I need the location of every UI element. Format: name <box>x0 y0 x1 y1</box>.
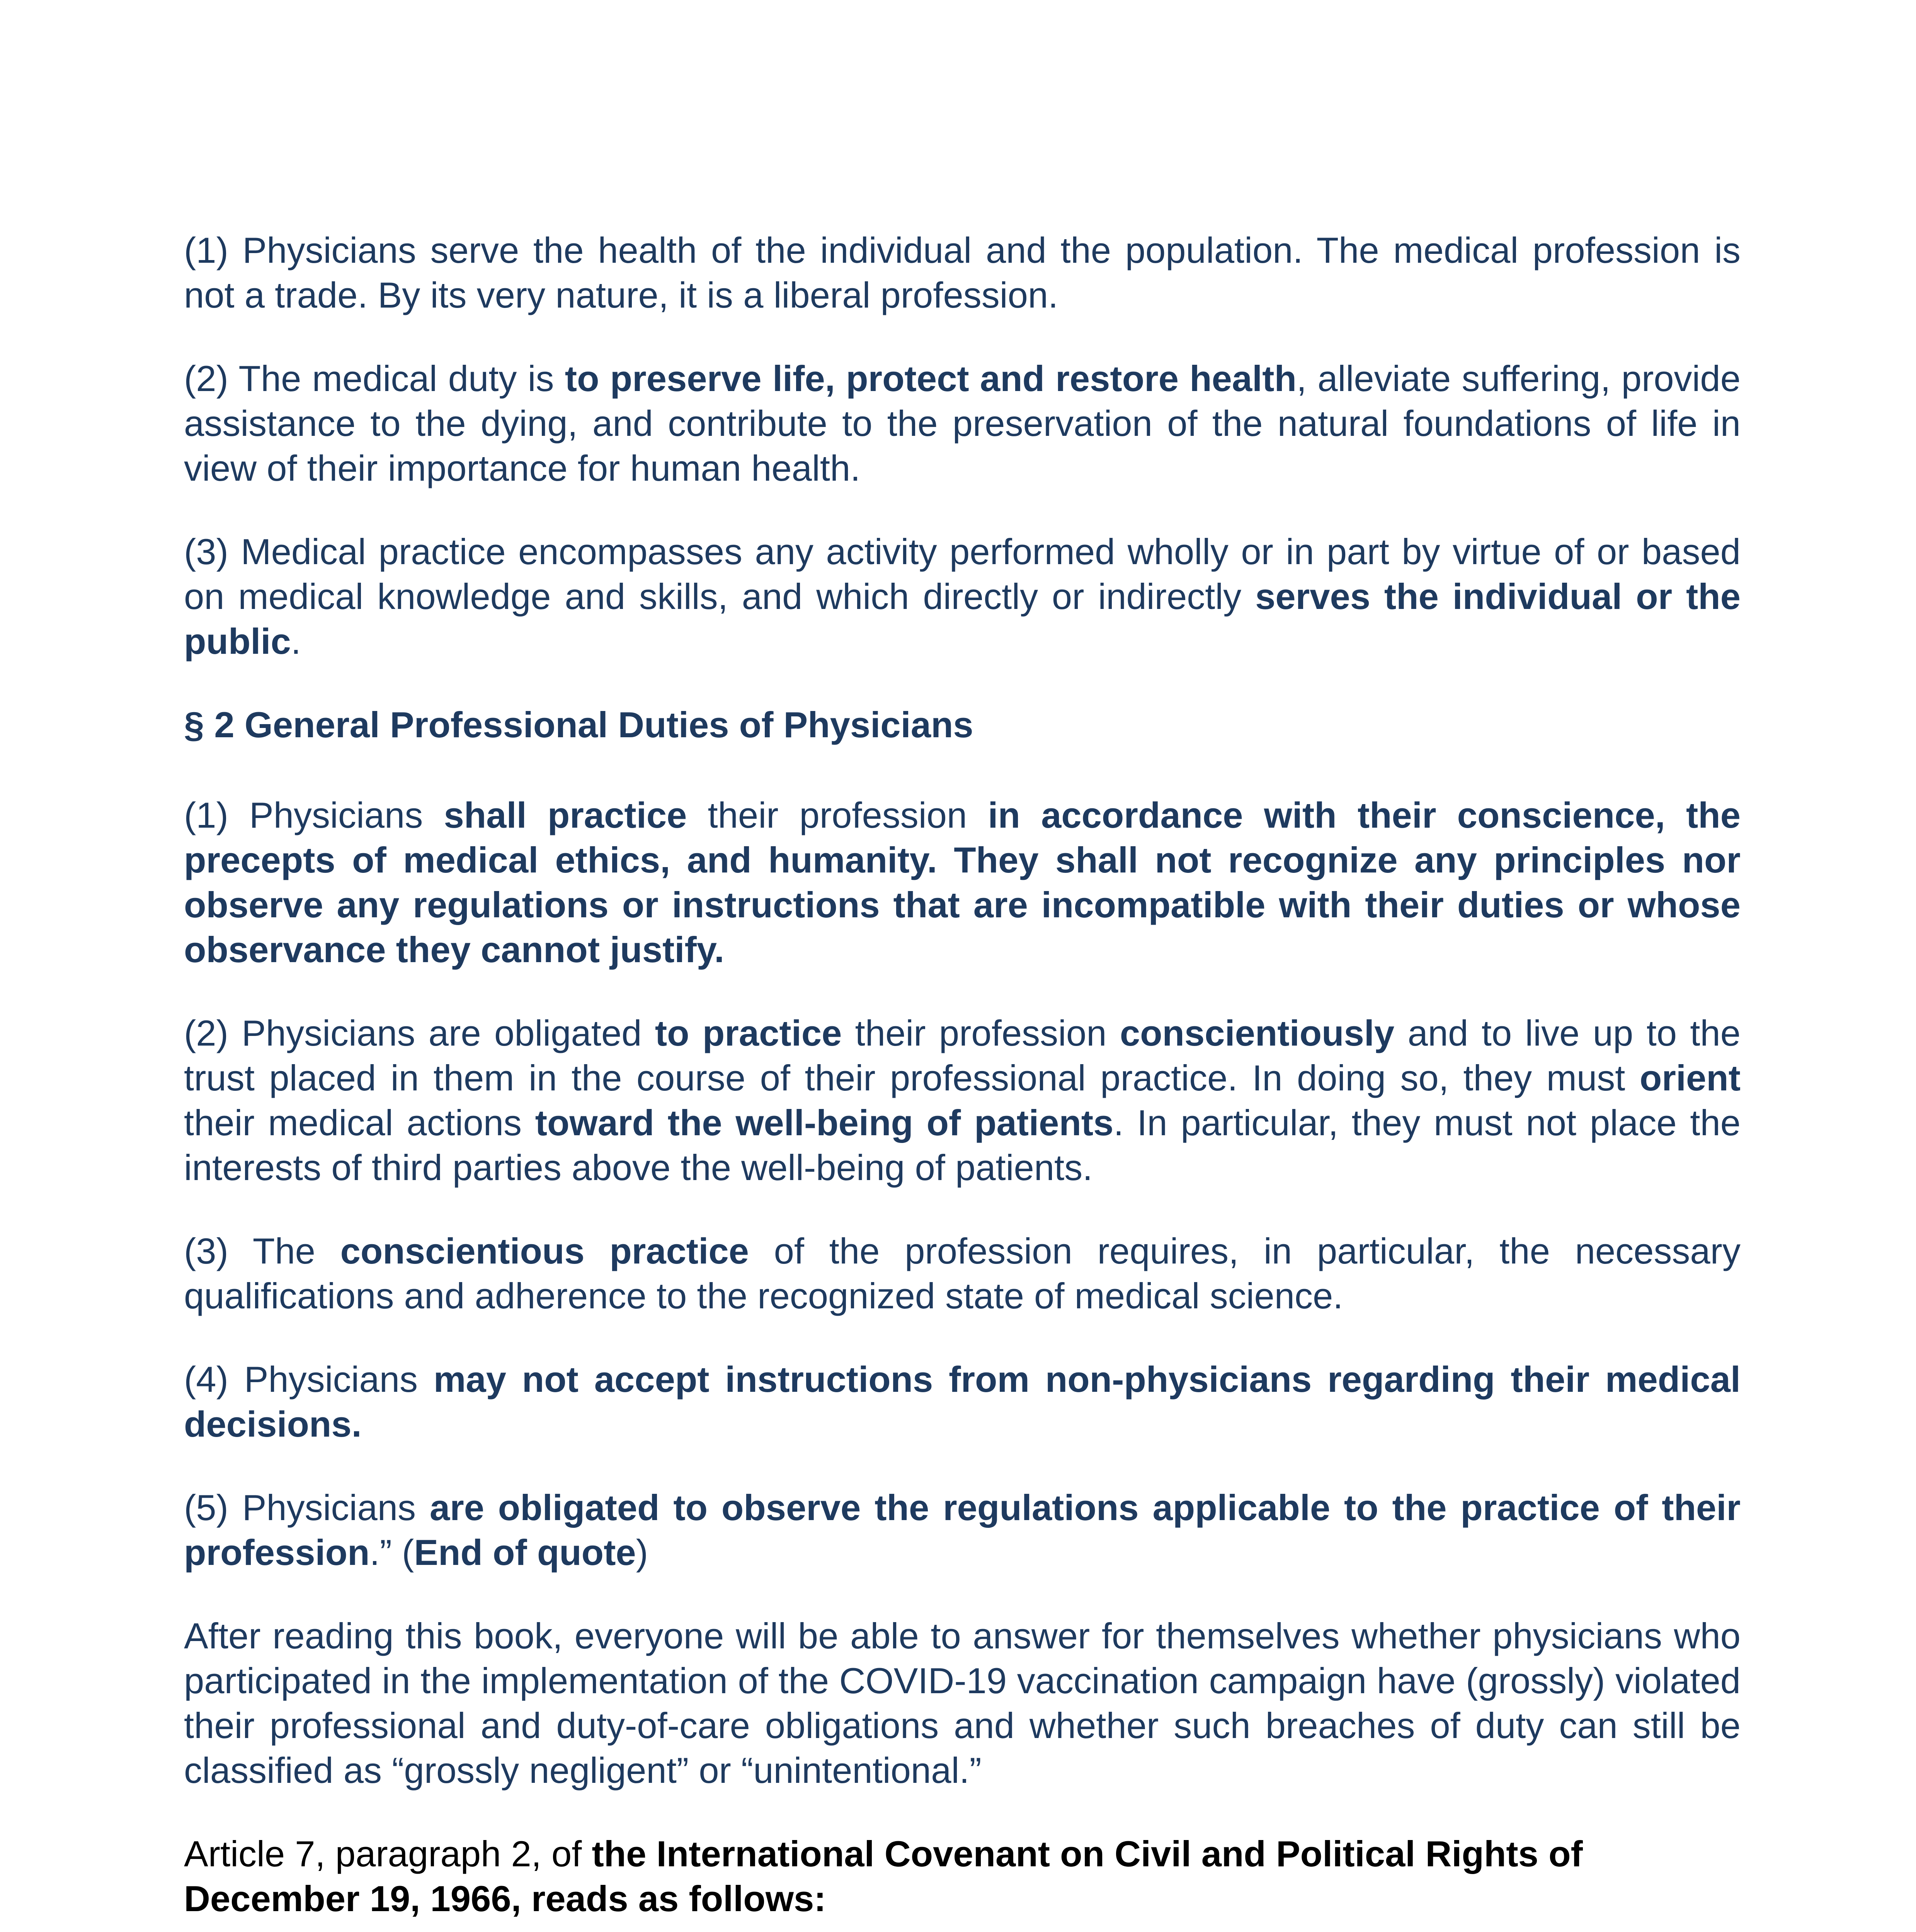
article-7-intro <box>184 1832 1741 1921</box>
bold-run: serves the individual or the public <box>184 576 1741 662</box>
bold-run: toward the well-being of patients <box>535 1102 1114 1143</box>
bold-run: shall practice <box>444 795 687 835</box>
paragraph-1-text: (1) Physicians serve the health of the individual and the population. The medical profession is not a trade. By its very nature, it is a liberal profession. <box>184 230 1741 315</box>
duty-3 <box>184 1229 1741 1318</box>
text-run: (3) Medical practice encompasses any activity performed wholly or in part by virtue of or based on medical knowledge and skills, and which directly or indirectly <box>184 531 1741 617</box>
text-run: .” ( <box>369 1532 414 1573</box>
bold-run: may not accept instructions from non-physicians regarding their medical decisions. <box>184 1359 1741 1444</box>
text-run: (2) Physicians are obligated <box>184 1013 655 1053</box>
text-run: (4) Physicians <box>184 1359 434 1400</box>
paragraph-3 <box>184 529 1741 664</box>
bold-run: orient <box>1639 1058 1741 1098</box>
text-run: ) <box>636 1532 648 1573</box>
bold-run: conscientiously <box>1120 1013 1395 1053</box>
duty-1 <box>184 793 1741 972</box>
duty-4 <box>184 1357 1741 1447</box>
text-run: . In particular, they must not place the interests of third parties above the well-being of patients. <box>184 1102 1741 1188</box>
text-run: their profession <box>842 1013 1120 1053</box>
bold-run: in accordance with their conscience, the precepts of medical ethics, and humanity. They shall not recognize any principles nor observe any regulations or instructions that are incompatible with their duties or whose observance they cannot justify. <box>184 795 1741 970</box>
paragraph-2 <box>184 356 1741 491</box>
text-run: , alleviate suffering, provide assistance to the dying, and contribute to the preservation of the natural foundations of life in view of their importance for human health. <box>184 358 1741 488</box>
text-run: (5) Physicians <box>184 1487 430 1528</box>
bold-run: the International Covenant on Civil and Political Rights of December 19, 1966, reads as follows: <box>184 1833 1583 1919</box>
text-run: Article 7, paragraph 2, of <box>184 1833 592 1874</box>
after-reading-paragraph: After reading this book, everyone will be able to answer for themselves whether physicians who participated in the implementation of the COVID-19 vaccination campaign have (grossly) violated their professional and duty-of-care obligations and whether such breaches of duty can still be classified as “grossly negligent” or “unintentional.” <box>184 1616 1741 1791</box>
bold-run: are obligated to observe the regulations applicable to the practice of their profession <box>184 1487 1741 1573</box>
text-run: and to live up to the trust placed in them in the course of their professional practice. In doing so, they must <box>184 1013 1741 1098</box>
text-run: their profession <box>687 795 988 835</box>
bold-run: End of quote <box>414 1532 636 1573</box>
bold-run: conscientious practice <box>340 1231 749 1271</box>
text-run: of the profession requires, in particular, the necessary qualifications and adherence to the recognized state of medical science. <box>184 1231 1741 1316</box>
text-run: (3) The <box>184 1231 340 1271</box>
paragraph-1 <box>184 228 1741 318</box>
document-body <box>184 228 1741 1932</box>
bold-run: to practice <box>655 1013 842 1053</box>
text-run: (2) The medical duty is <box>184 358 565 399</box>
duty-2 <box>184 1011 1741 1190</box>
text-run: . <box>291 621 301 662</box>
section-heading: § 2 General Professional Duties of Physicians <box>184 704 973 745</box>
text-run: (1) Physicians <box>184 795 444 835</box>
duty-5 <box>184 1485 1741 1575</box>
bold-run: to preserve life, protect and restore health <box>565 358 1297 399</box>
text-run: their medical actions <box>184 1102 535 1143</box>
